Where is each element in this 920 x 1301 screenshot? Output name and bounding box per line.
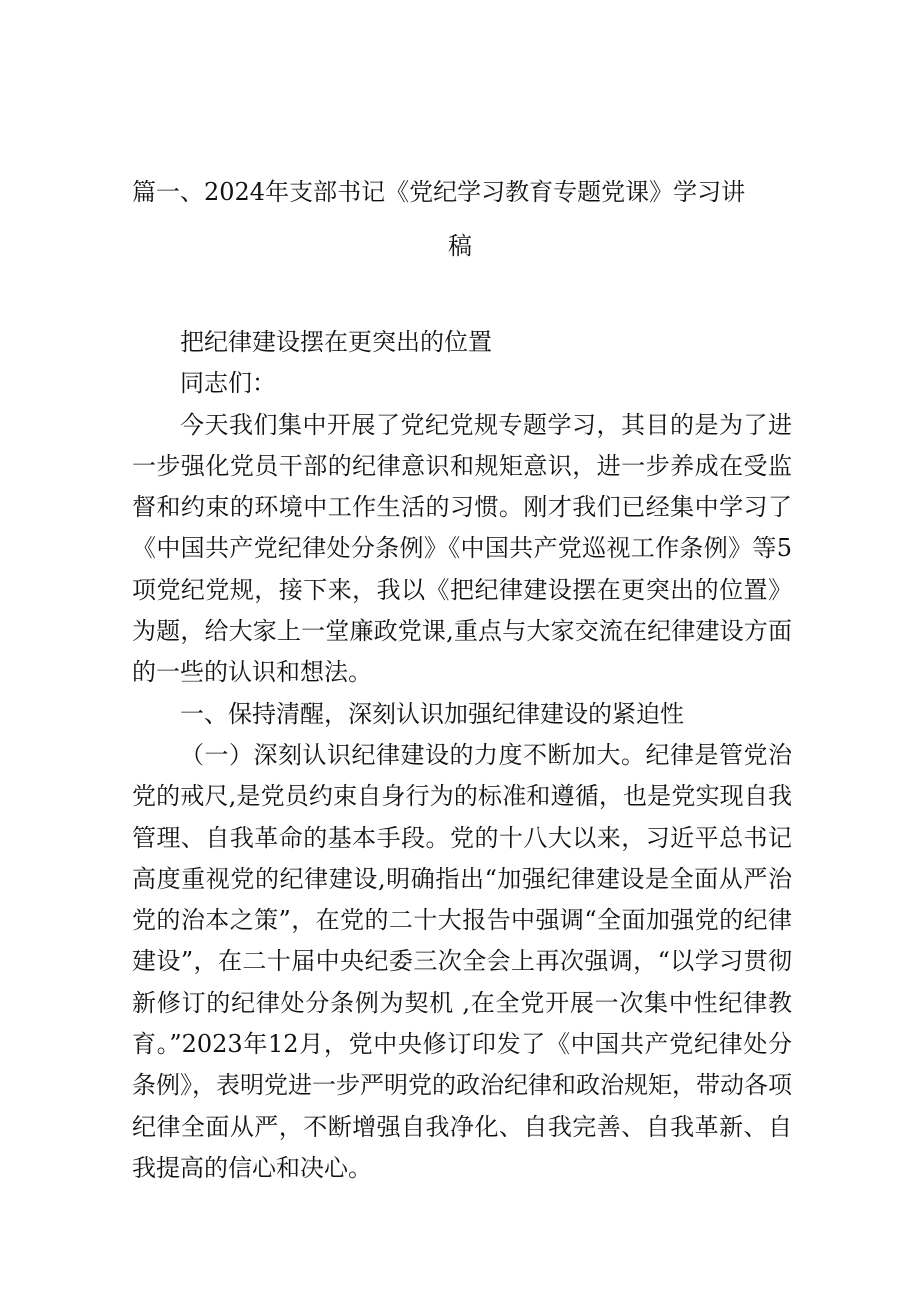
document-title: 篇一、2024年支部书记《党纪学习教育专题党课》学习讲 [132,178,746,206]
subtitle: 把纪律建设摆在更突出的位置 [180,328,492,356]
paragraph-section-1: （一）深刻认识纪律建设的力度不断加大。纪律是管党治党的戒尺,是党员约束自身行为的标准和遵循，也是党实现自我管理、自我革命的基本手段。党的十八大以来，习近平总书记高度重视党的纪律建设,明确指出“加强纪律建设是全面从严治党的治本之策”，在党的二十大报告中强调“全面加强党的纪律建设”，在二十届中央纪委三次全会上再次强调，“以学习贯彻新修订的纪律处分条例为契机 ,在全党开展一次集中性纪律教育。”2023年12月，党中央修订印发了《中国共产党纪律处分条例》，表明党进一步严明党的政治纪律和政治规矩，带动各项纪律全面从严，不断增强自我净化、自我完善、自我革新、自我提高的信心和决心。 [132,740,792,1182]
paragraph-intro: 今天我们集中开展了党纪党规专题学习，其目的是为了进一步强化党员干部的纪律意识和规矩意识，进一步养成在受监督和约束的环境中工作生活的习惯。刚才我们已经集中学习了《中国共产党纪律处分条例》《中国共产党巡视工作条例》等5项党纪党规，接下来，我以《把纪律建设摆在更突出的位置》为题，给大家上一堂廉政党课,重点与大家交流在纪律建设方面的一些的认识和想法。 [132,410,792,687]
document-title-continuation: 稿 [448,232,472,260]
document-body [132,322,792,1189]
section-heading: 一、保持清醒，深刻认识加强纪律建设的紧迫性 [180,699,684,728]
salutation: 同志们： [180,369,276,398]
